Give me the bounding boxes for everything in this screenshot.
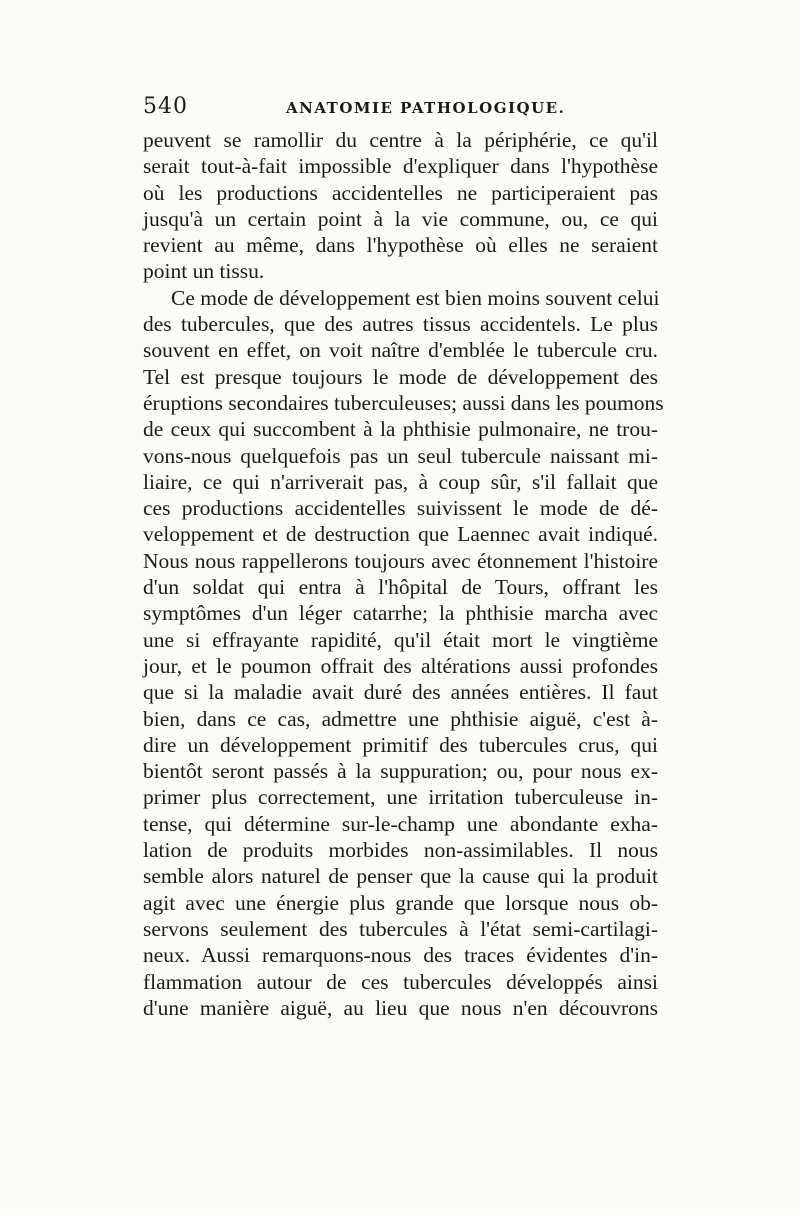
text-line: de ceux qui succombent à la phthisie pulmonaire, ne trou- — [143, 417, 658, 442]
text-line: une si effrayante rapidité, qu'il était mort le vingtième — [143, 627, 658, 652]
text-line: que si la maladie avait duré des années entières. Il faut — [143, 680, 658, 705]
page-number: 540 — [143, 94, 188, 119]
text-line: agit avec une énergie plus grande que lorsque nous ob- — [143, 890, 658, 915]
text-line: Nous nous rappellerons toujours avec étonnement l'histoire — [143, 548, 658, 573]
text-line: serait tout-à-fait impossible d'expliquer dans l'hypothèse — [143, 154, 658, 179]
text-line: symptômes d'un léger catarrhe; la phthisie marcha avec — [143, 601, 658, 626]
text-line: éruptions secondaires tuberculeuses; aussi dans les poumons — [143, 390, 664, 415]
text-line: veloppement et de destruction que Laennec avait indiqué. — [143, 522, 658, 547]
text-line: bientôt seront passés à la suppuration; ou, pour nous ex- — [143, 759, 658, 784]
page-header — [143, 94, 658, 124]
text-line: lation de produits morbides non-assimilables. Il nous — [143, 838, 658, 863]
text-line: d'une manière aiguë, au lieu que nous n'en découvrons — [143, 995, 658, 1020]
text-line: liaire, ce qui n'arriverait pas, à coup sûr, s'il fallait que — [143, 469, 658, 494]
text-line: d'un soldat qui entra à l'hôpital de Tours, offrant les — [143, 575, 658, 600]
body-text — [143, 127, 664, 1021]
text-line: bien, dans ce cas, admettre une phthisie aiguë, c'est à- — [143, 706, 658, 731]
text-line: point un tissu. — [143, 259, 265, 284]
text-line: peuvent se ramollir du centre à la périphérie, ce qu'il — [143, 128, 658, 152]
text-line: Ce mode de développement est bien moins souvent celui — [171, 285, 660, 310]
running-head: ANATOMIE PATHOLOGIQUE. — [286, 99, 566, 117]
text-line: flammation autour de ces tubercules développés ainsi — [143, 969, 658, 994]
text-line: jour, et le poumon offrait des altérations aussi profondes — [143, 653, 658, 678]
text-line: souvent en effet, on voit naître d'emblée le tubercule cru. — [143, 338, 658, 363]
text-line: dire un développement primitif des tubercules crus, qui — [143, 732, 658, 757]
text-line: servons seulement des tubercules à l'état semi-cartilagi- — [143, 916, 658, 941]
text-line: neux. Aussi remarquons-nous des traces évidentes d'in- — [143, 943, 658, 968]
text-line: jusqu'à un certain point à la vie commune, ou, ce qui — [143, 206, 658, 231]
text-line: Tel est presque toujours le mode de développement des — [143, 364, 658, 389]
text-line: où les productions accidentelles ne participeraient pas — [143, 180, 658, 205]
text-line: semble alors naturel de penser que la cause qui la produit — [143, 864, 658, 889]
text-line: ces productions accidentelles suivissent le mode de dé- — [143, 496, 658, 521]
text-line: tense, qui détermine sur-le-champ une abondante exha- — [143, 811, 658, 836]
text-line: des tubercules, que des autres tissus accidentels. Le plus — [143, 312, 658, 337]
text-line: vons-nous quelquefois pas un seul tubercule naissant mi- — [143, 443, 658, 468]
text-line: primer plus correctement, une irritation tuberculeuse in- — [143, 785, 658, 810]
text-line: revient au même, dans l'hypothèse où elles ne seraient — [143, 233, 658, 258]
